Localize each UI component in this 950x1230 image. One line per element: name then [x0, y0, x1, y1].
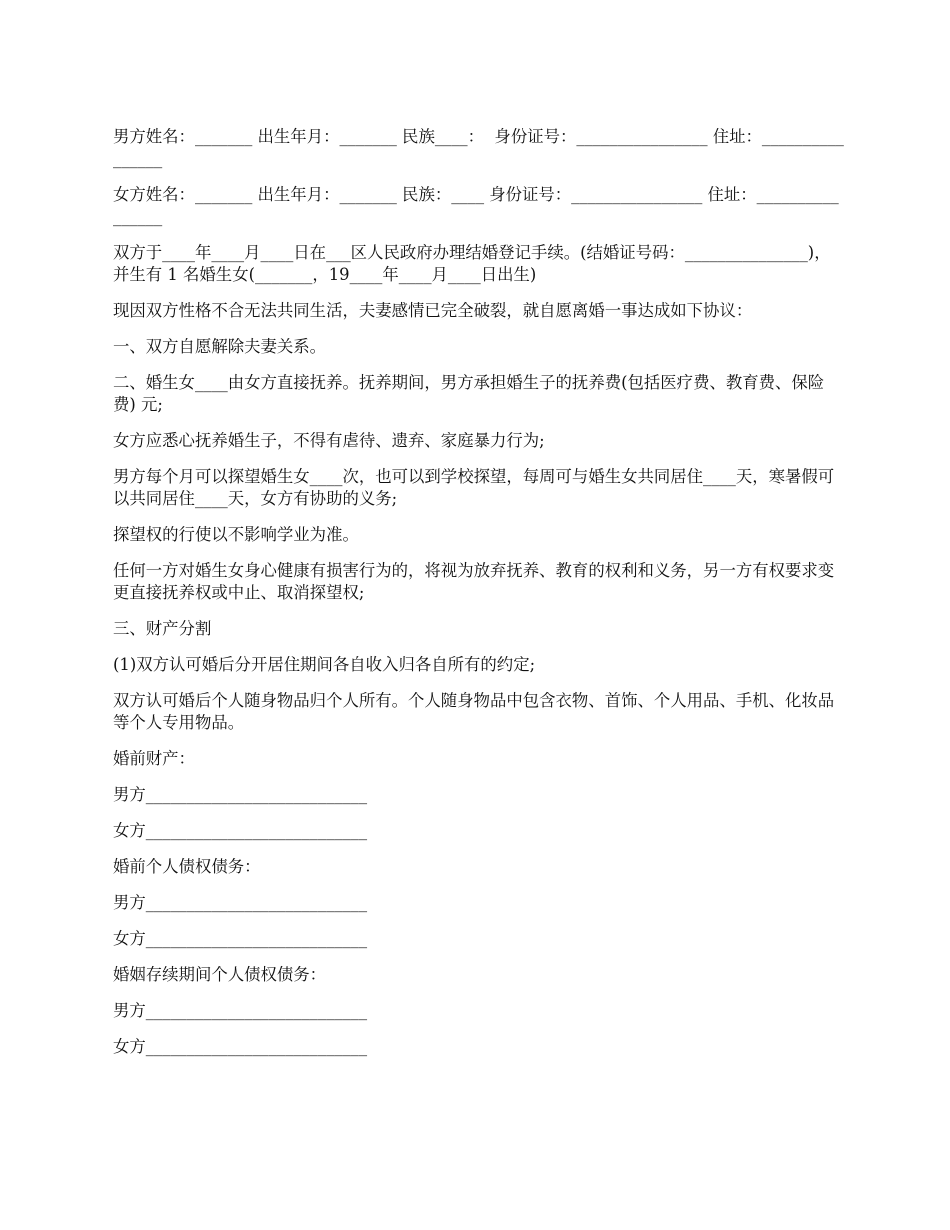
clause-3-heading: 三、财产分割	[113, 619, 212, 638]
premarital-property-male-line: 男方___________________________	[113, 785, 368, 804]
premarital-debt-female-line: 女方___________________________	[113, 929, 368, 948]
visitation-limit-paragraph: 探望权的行使以不影响学业为准。	[113, 525, 359, 544]
marital-debt-female-line: 女方___________________________	[113, 1037, 368, 1056]
marital-debt-male-line: 男方___________________________	[113, 1001, 368, 1020]
marriage-registration-paragraph: 双方于____年____月____日在___区人民政府办理结婚登记手续。(结婚证号码：_______________)，并生有 1 名婚生女(_______，19____年____月____日出生)	[113, 243, 831, 284]
clause-1-paragraph: 一、双方自愿解除夫妻关系。	[113, 337, 327, 356]
premarital-debt-male-line: 男方___________________________	[113, 893, 368, 912]
female-info-paragraph: 女方姓名：_______ 出生年月：_______ 民族：____ 身份证号：________________ 住址：________________	[113, 185, 839, 226]
visitation-paragraph: 男方每个月可以探望婚生女____次，也可以到学校探望，每周可与婚生女共同居住____天，寒暑假可以共同居住____天，女方有协助的义务;	[113, 467, 835, 508]
clause-2-paragraph: 二、婚生女____由女方直接抚养。抚养期间，男方承担婚生子的抚养费(包括医疗费、教育费、保险费) 元;	[113, 373, 825, 414]
marital-debt-heading: 婚姻存续期间个人债权债务：	[113, 965, 327, 984]
custody-change-paragraph: 任何一方对婚生女身心健康有损害行为的，将视为放弃抚养、教育的权利和义务，另一方有权要求变更直接抚养权或中止、取消探望权;	[113, 561, 835, 602]
premarital-property-female-line: 女方___________________________	[113, 821, 368, 840]
premarital-debt-heading: 婚前个人债权债务：	[113, 857, 261, 876]
custody-duty-paragraph: 女方应悉心抚养婚生子，不得有虐待、遗弃、家庭暴力行为;	[113, 431, 545, 450]
personal-items-paragraph: 双方认可婚后个人随身物品归个人所有。个人随身物品中包含衣物、首饰、个人用品、手机、化妆品 等个人专用物品。	[113, 691, 840, 732]
income-paragraph: (1)双方认可婚后分开居住期间各自收入归各自所有的约定;	[113, 655, 536, 674]
premarital-property-heading: 婚前财产：	[113, 749, 195, 768]
agreement-intro-paragraph: 现因双方性格不合无法共同生活，夫妻感情已完全破裂，就自愿离婚一事达成如下协议：	[113, 301, 753, 320]
male-info-paragraph: 男方姓名：_______ 出生年月：_______ 民族____： 身份证号：________________ 住址：________________	[113, 127, 844, 168]
